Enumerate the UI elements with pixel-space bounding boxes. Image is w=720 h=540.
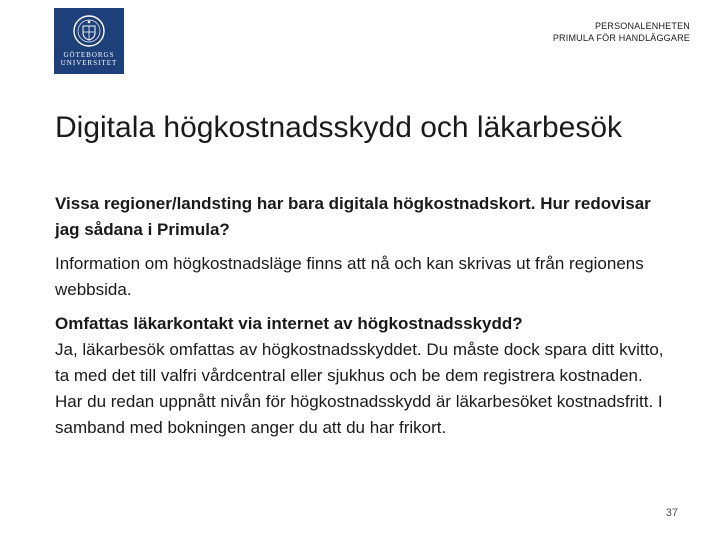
question-1: Vissa regioner/landsting har bara digitala högkostnadskort. Hur redovisar jag sådana i Primula? — [55, 194, 651, 239]
university-seal-icon — [72, 14, 106, 48]
slide-title: Digitala högkostnadsskydd och läkarbesök — [55, 111, 622, 144]
answer-2: Ja, läkarbesök omfattas av högkostnadsskyddet. Du måste dock spara ditt kvitto, ta med det till valfri vårdcentral eller sjukhus och be dem registrera kostnaden. Har du redan uppnått nivån för högkostnadsskydd är läkarbesöket kostnadsfritt. I samband med bokningen anger du att du har frikort. — [55, 340, 664, 437]
logo-line2: UNIVERSITET — [60, 59, 118, 67]
header-info — [553, 20, 690, 44]
logo-line1: GÖTEBORGS — [63, 51, 115, 59]
header-subtitle: PRIMULA FÖR HANDLÄGGARE — [552, 33, 690, 43]
department-name: PERSONALENHETEN — [594, 21, 690, 31]
slide-content — [55, 191, 670, 441]
question-2: Omfattas läkarkontakt via internet av högkostnadsskydd? — [55, 314, 523, 333]
university-logo — [54, 8, 124, 74]
page-number: 37 — [665, 507, 678, 519]
answer-1: Information om högkostnadsläge finns att nå och kan skrivas ut från regionens webbsida. — [55, 254, 644, 299]
